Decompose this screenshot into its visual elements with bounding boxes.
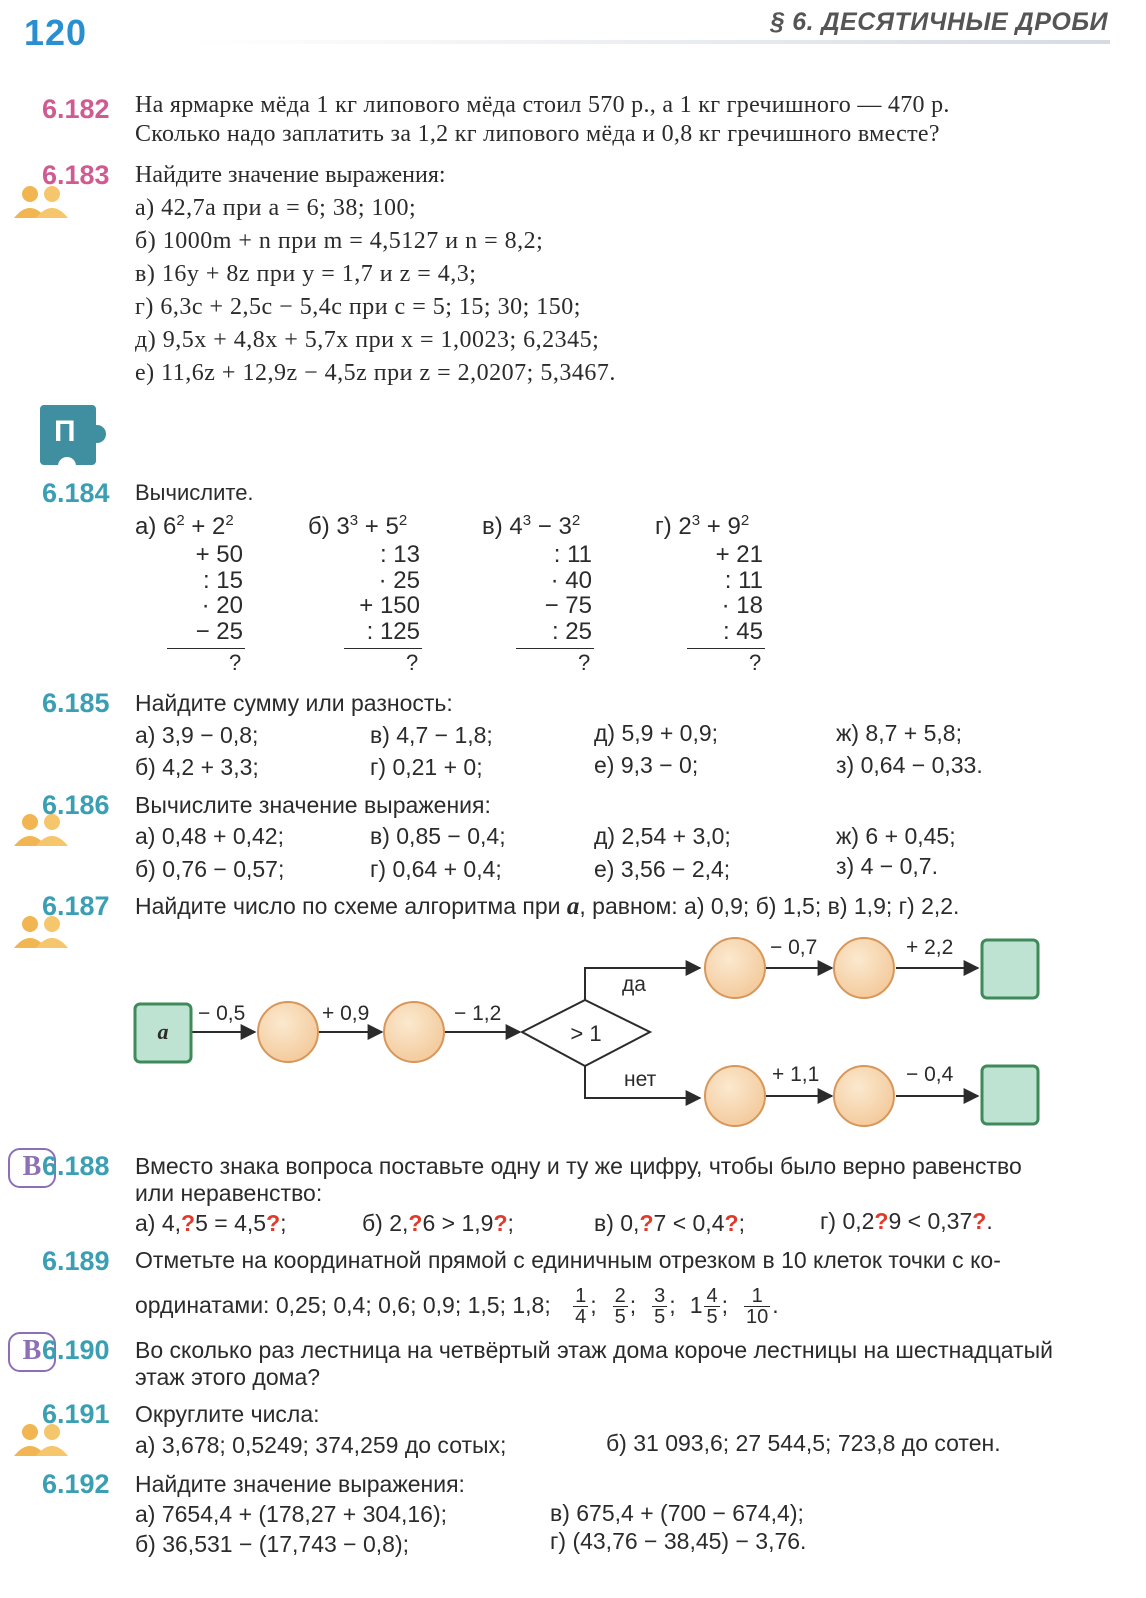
chain-step: : 11 — [553, 541, 592, 568]
chain-step: : 125 — [366, 617, 420, 645]
result-line — [344, 648, 422, 649]
list-item: б) 1000m + n при m = 4,5127 и n = 8,2; — [135, 228, 544, 254]
problem-number-6-190: 6.190 — [42, 1335, 110, 1365]
result-box — [982, 1066, 1038, 1124]
branch-yes-label: да — [622, 973, 646, 996]
problem-number-6-183: 6.183 — [42, 160, 110, 190]
chain-step: + 50 — [195, 541, 243, 568]
problem-title: Найдите сумму или разность: — [135, 690, 453, 716]
chain-step: : 13 — [379, 541, 420, 568]
problem-text: Отметьте на координатной прямой с единичным отрезком в 10 клеток точки с ко- — [135, 1247, 1001, 1273]
problem-text: Сколько надо заплатить за 1,2 кг липового мёда и 0,8 кг гречишного вместе? — [135, 121, 940, 147]
step-circle — [384, 1002, 444, 1062]
chain-step: · 40 — [550, 566, 592, 594]
algorithm-flowchart — [0, 920, 1146, 1140]
result-line — [687, 648, 765, 649]
list-item: а) 7654,4 + (178,27 + 304,16); — [135, 1501, 448, 1527]
list-item: ж) 8,7 + 5,8; — [836, 720, 962, 746]
list-item: з) 0,64 − 0,33. — [836, 752, 983, 778]
start-label: a — [157, 1019, 169, 1044]
chain-step: + 21 — [715, 541, 763, 568]
list-item: е) 9,3 − 0; — [594, 752, 699, 778]
result-line — [516, 648, 594, 649]
list-item: в) 0,85 − 0,4; — [370, 823, 506, 849]
operation-label: − 0,4 — [906, 1063, 954, 1086]
advanced-level-icon: В — [8, 1148, 56, 1188]
step-circle — [705, 938, 765, 998]
fraction: $\frac{2}{5}$ ; — [614, 1285, 637, 1329]
puzzle-icon: П — [40, 405, 96, 465]
list-item: б) 31 093,6; 27 544,5; 723,8 до сотен. — [606, 1430, 1001, 1456]
chain-step: : 25 — [551, 617, 592, 645]
condition-label: > 1 — [570, 1021, 602, 1046]
problem-title: Найдите значение выражения: — [135, 1471, 465, 1497]
result-mark: ? — [749, 650, 762, 675]
fraction: 1 $\frac{4}{5}$ ; — [689, 1285, 728, 1329]
chain-head: а) $6^2 + 2^2$ — [135, 512, 234, 540]
list-item: д) 5,9 + 0,9; — [594, 720, 719, 746]
operation-label: − 1,2 — [454, 1002, 502, 1025]
operation-label: + 1,1 — [772, 1063, 820, 1086]
problem-text: этаж этого дома? — [135, 1364, 321, 1390]
chain-step: : 11 — [724, 566, 763, 594]
step-circle — [834, 1066, 894, 1126]
list-item: г) 0,64 + 0,4; — [370, 856, 502, 882]
chain-head: в) $4^3 - 3^2$ — [482, 512, 581, 540]
fraction: $\frac{1}{4}$ ; — [575, 1285, 597, 1329]
problem-number-6-188: 6.188 — [42, 1151, 110, 1181]
list-item: г) (43,76 − 38,45) − 3,76. — [550, 1528, 807, 1554]
chain-step: · 18 — [721, 592, 763, 619]
list-item: а) 3,9 − 0,8; — [135, 722, 259, 748]
problem-text: или неравенство: — [135, 1180, 323, 1206]
problem-number-6-184: 6.184 — [42, 478, 110, 508]
problem-number-6-192: 6.192 — [42, 1469, 110, 1499]
result-box — [982, 940, 1038, 998]
step-circle — [834, 938, 894, 998]
operation-label: − 0,7 — [770, 936, 818, 959]
problem-title: Округлите числа: — [135, 1401, 320, 1427]
problem-number-6-186: 6.186 — [42, 790, 110, 820]
chain-step: − 75 — [544, 592, 592, 619]
operation-label: + 0,9 — [322, 1002, 370, 1025]
problem-text: ординатами: 0,25; 0,4; 0,6; 0,9; 1,5; 1,8; $\frac{1}{4}$ ; $\frac{2}{5}$ ; $\frac{3}{5}$ ; 1 $\frac{4}{5}$ ; $\frac{1}{10}$ . — [135, 1285, 779, 1329]
list-item: е) 11,6z + 12,9z − 4,5z при z = 2,0207; 5,3467. — [135, 360, 616, 386]
list-item: г) 6,3c + 2,5c − 5,4c при c = 5; 15; 30; 150; — [135, 294, 581, 320]
chain-step: : 45 — [722, 617, 763, 645]
result-mark: ? — [578, 650, 591, 675]
fraction-list — [557, 1285, 779, 1329]
chain-step: · 20 — [201, 592, 243, 619]
list-item: б) 2,?6 > 1,9?; — [362, 1210, 514, 1236]
chain-step: · 25 — [378, 566, 420, 594]
result-mark: ? — [229, 650, 242, 675]
chain-step: : 15 — [202, 566, 243, 594]
problem-title: Вычислите значение выражения: — [135, 792, 491, 818]
chain-head: г) $2^3 + 9^2$ — [655, 512, 750, 540]
list-item: в) 4,7 − 1,8; — [370, 722, 493, 748]
problem-text: Во сколько раз лестница на четвёртый этаж дома короче лестницы на шестнадцатый — [135, 1337, 1053, 1363]
list-item: е) 3,56 − 2,4; — [594, 856, 731, 882]
list-item: в) 0,?7 < 0,4?; — [594, 1210, 745, 1236]
page-number: 120 — [24, 12, 88, 53]
chain-steps — [653, 542, 763, 644]
list-item: з) 4 − 0,7. — [836, 853, 938, 879]
fraction: $\frac{1}{10}$ . — [746, 1285, 779, 1329]
list-item: а) 0,48 + 0,42; — [135, 823, 284, 849]
problem-text: На ярмарке мёда 1 кг липового мёда стоил 570 р., а 1 кг гречишного — 470 р. — [135, 92, 950, 118]
list-item: в) 16y + 8z при y = 1,7 и z = 4,3; — [135, 261, 477, 287]
operation-label: + 2,2 — [906, 936, 954, 959]
result-mark: ? — [406, 650, 419, 675]
branch-no-label: нет — [624, 1068, 657, 1091]
list-item: в) 675,4 + (700 − 674,4); — [550, 1500, 804, 1526]
result-line — [167, 648, 245, 649]
chain-steps — [482, 542, 592, 644]
list-item: б) 36,531 − (17,743 − 0,8); — [135, 1531, 410, 1557]
list-item: б) 0,76 − 0,57; — [135, 856, 285, 882]
fraction: $\frac{3}{5}$ ; — [654, 1285, 676, 1329]
step-circle — [258, 1002, 318, 1062]
list-item: д) 9,5x + 4,8x + 5,7x при x = 1,0023; 6,2345; — [135, 327, 600, 353]
chain-step: − 25 — [195, 617, 243, 645]
list-item: а) 42,7a при a = 6; 38; 100; — [135, 195, 417, 221]
chain-steps — [310, 542, 420, 644]
chain-head: б) $3^3 + 5^2$ — [308, 512, 408, 540]
advanced-level-icon: В — [8, 1332, 56, 1372]
header-rule — [190, 40, 1110, 44]
chapter-title: § 6. ДЕСЯТИЧНЫЕ ДРОБИ — [770, 8, 1108, 36]
problem-text: Вместо знака вопроса поставьте одну и ту же цифру, чтобы было верно равенство — [135, 1153, 1022, 1179]
list-item: б) 4,2 + 3,3; — [135, 754, 259, 780]
step-circle — [705, 1066, 765, 1126]
problem-title: Найдите значение выражения: — [135, 162, 446, 188]
list-item: а) 3,678; 0,5249; 374,259 до сотых; — [135, 1432, 507, 1458]
list-item: г) 0,2?9 < 0,37?. — [820, 1208, 993, 1234]
list-item: г) 0,21 + 0; — [370, 754, 483, 780]
problem-number-6-189: 6.189 — [42, 1246, 110, 1276]
problem-number-6-185: 6.185 — [42, 688, 110, 718]
problem-number-6-182: 6.182 — [42, 94, 110, 124]
list-item: а) 4,?5 = 4,5?; — [135, 1210, 287, 1236]
list-item: д) 2,54 + 3,0; — [594, 823, 731, 849]
problem-number-6-187: 6.187 — [42, 891, 110, 921]
problem-title: Найдите число по схеме алгоритма при a, равном: а) 0,9; б) 1,5; в) 1,9; г) 2,2. — [135, 893, 960, 920]
list-item: ж) 6 + 0,45; — [836, 823, 956, 849]
operation-label: − 0,5 — [198, 1002, 246, 1025]
chain-step: + 150 — [359, 592, 420, 619]
problem-title: Вычислите. — [135, 480, 254, 505]
problem-number-6-191: 6.191 — [42, 1399, 110, 1429]
chain-steps — [133, 542, 243, 644]
